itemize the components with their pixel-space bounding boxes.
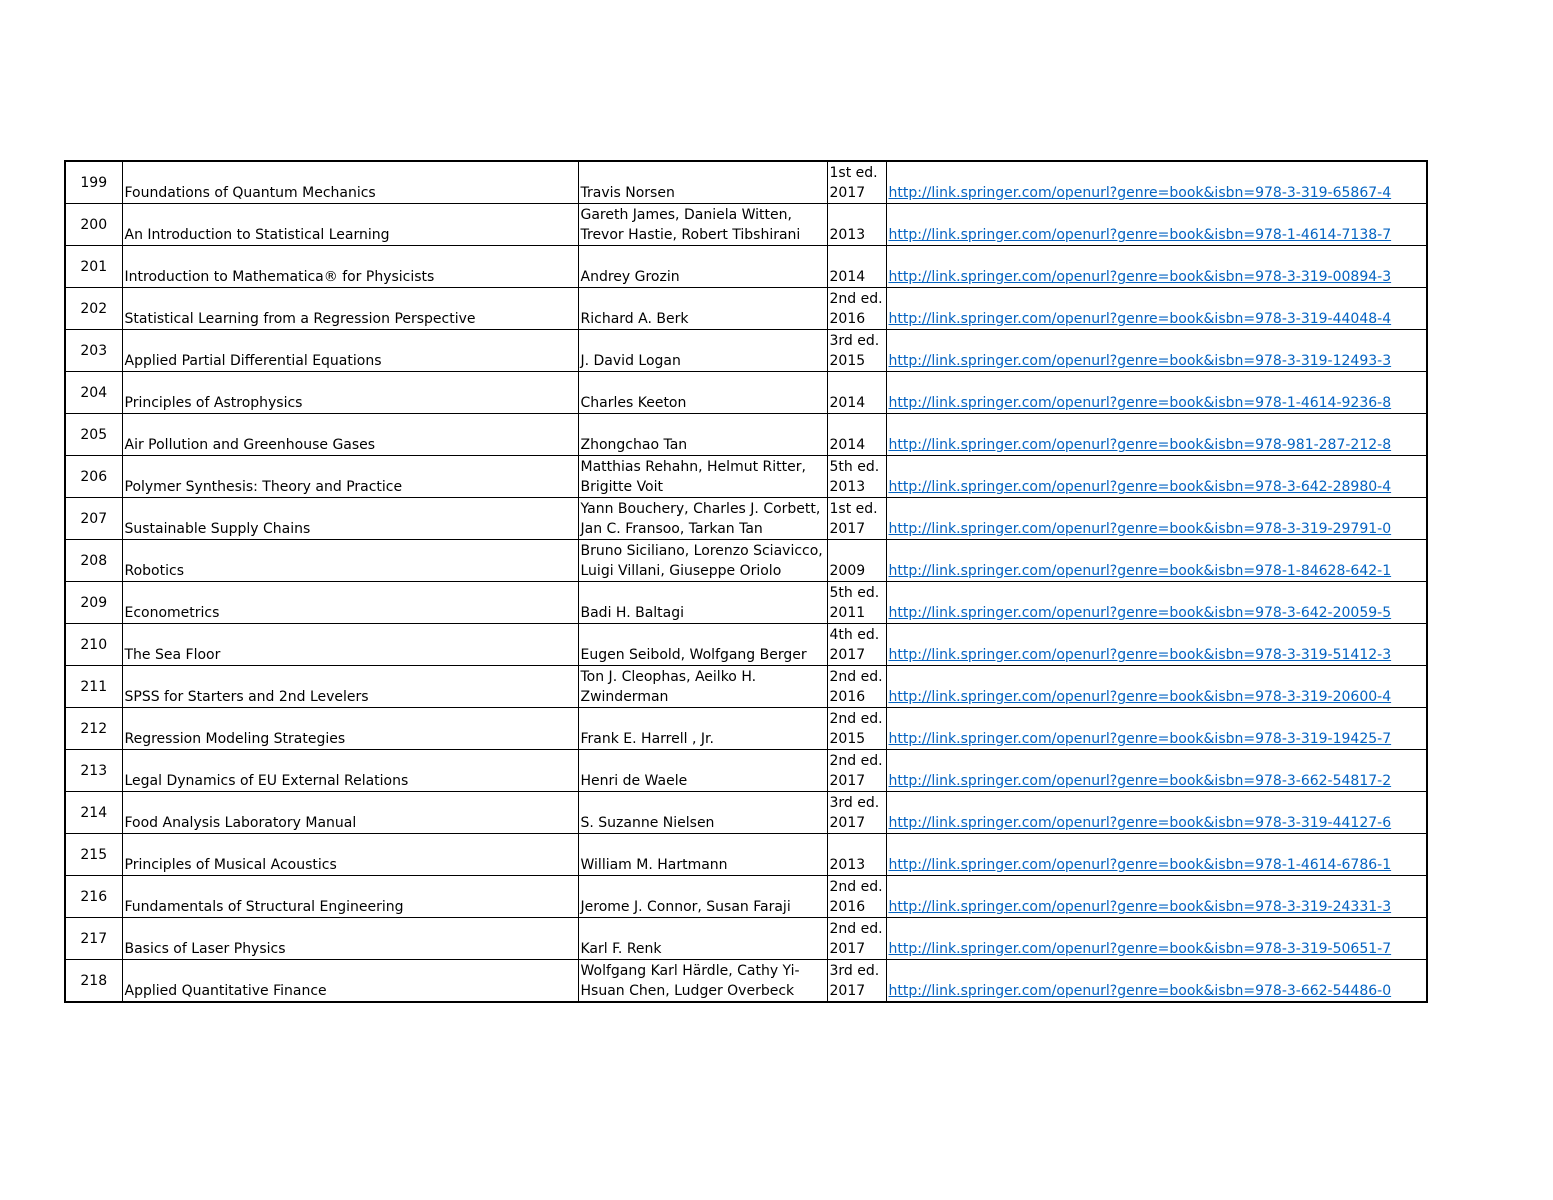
book-link-cell xyxy=(886,666,1427,708)
book-title: Statistical Learning from a Regression Perspective xyxy=(122,288,578,330)
book-link[interactable]: http://link.springer.com/openurl?genre=book&isbn=978-3-642-20059-5 xyxy=(888,605,1392,621)
book-link-cell xyxy=(886,750,1427,792)
book-link-cell xyxy=(886,161,1427,204)
book-title: Econometrics xyxy=(122,582,578,624)
book-edition: 2nd ed. 2017 xyxy=(827,750,886,792)
row-number: 211 xyxy=(65,666,122,708)
row-number: 214 xyxy=(65,792,122,834)
book-author: Travis Norsen xyxy=(578,161,827,204)
book-title: Basics of Laser Physics xyxy=(122,918,578,960)
book-table xyxy=(64,160,1428,1003)
book-link-cell xyxy=(886,498,1427,540)
book-edition: 2014 xyxy=(827,414,886,456)
book-author: Karl F. Renk xyxy=(578,918,827,960)
book-title: Fundamentals of Structural Engineering xyxy=(122,876,578,918)
book-link-cell xyxy=(886,960,1427,1003)
book-title: Principles of Astrophysics xyxy=(122,372,578,414)
row-number: 215 xyxy=(65,834,122,876)
book-title: Foundations of Quantum Mechanics xyxy=(122,161,578,204)
table-row xyxy=(65,750,1427,792)
book-edition: 2nd ed. 2016 xyxy=(827,288,886,330)
book-link-cell xyxy=(886,456,1427,498)
row-number: 200 xyxy=(65,204,122,246)
row-number: 216 xyxy=(65,876,122,918)
book-author: Bruno Siciliano, Lorenzo Sciavicco, Luigi Villani, Giuseppe Oriolo xyxy=(578,540,827,582)
book-edition: 2nd ed. 2016 xyxy=(827,666,886,708)
book-edition: 5th ed. 2011 xyxy=(827,582,886,624)
book-title: The Sea Floor xyxy=(122,624,578,666)
book-edition: 3rd ed. 2015 xyxy=(827,330,886,372)
book-author: Charles Keeton xyxy=(578,372,827,414)
table-row xyxy=(65,666,1427,708)
book-title: Polymer Synthesis: Theory and Practice xyxy=(122,456,578,498)
book-link-cell xyxy=(886,330,1427,372)
book-table-body xyxy=(65,161,1427,1002)
row-number: 202 xyxy=(65,288,122,330)
book-link-cell xyxy=(886,288,1427,330)
table-row xyxy=(65,372,1427,414)
table-row xyxy=(65,792,1427,834)
book-title: Principles of Musical Acoustics xyxy=(122,834,578,876)
book-link-cell xyxy=(886,540,1427,582)
book-author: William M. Hartmann xyxy=(578,834,827,876)
book-link-cell xyxy=(886,414,1427,456)
book-edition: 5th ed. 2013 xyxy=(827,456,886,498)
book-link[interactable]: http://link.springer.com/openurl?genre=book&isbn=978-3-319-19425-7 xyxy=(888,731,1392,747)
book-author: Badi H. Baltagi xyxy=(578,582,827,624)
book-author: S. Suzanne Nielsen xyxy=(578,792,827,834)
row-number: 205 xyxy=(65,414,122,456)
book-title: Applied Quantitative Finance xyxy=(122,960,578,1003)
table-row xyxy=(65,582,1427,624)
book-link-cell xyxy=(886,918,1427,960)
book-title: Regression Modeling Strategies xyxy=(122,708,578,750)
book-link[interactable]: http://link.springer.com/openurl?genre=book&isbn=978-3-319-44127-6 xyxy=(888,815,1392,831)
book-title: Introduction to Mathematica® for Physicists xyxy=(122,246,578,288)
table-row xyxy=(65,624,1427,666)
row-number: 210 xyxy=(65,624,122,666)
book-author: Matthias Rehahn, Helmut Ritter, Brigitte Voit xyxy=(578,456,827,498)
book-link-cell xyxy=(886,204,1427,246)
book-author: Eugen Seibold, Wolfgang Berger xyxy=(578,624,827,666)
book-edition: 1st ed. 2017 xyxy=(827,161,886,204)
book-link[interactable]: http://link.springer.com/openurl?genre=book&isbn=978-981-287-212-8 xyxy=(888,437,1392,453)
row-number: 217 xyxy=(65,918,122,960)
row-number: 203 xyxy=(65,330,122,372)
book-link[interactable]: http://link.springer.com/openurl?genre=book&isbn=978-3-319-51412-3 xyxy=(888,647,1392,663)
book-title: An Introduction to Statistical Learning xyxy=(122,204,578,246)
book-author: Frank E. Harrell , Jr. xyxy=(578,708,827,750)
book-link[interactable]: http://link.springer.com/openurl?genre=book&isbn=978-3-319-00894-3 xyxy=(888,269,1392,285)
table-row xyxy=(65,246,1427,288)
book-link-cell xyxy=(886,372,1427,414)
book-link[interactable]: http://link.springer.com/openurl?genre=book&isbn=978-3-662-54817-2 xyxy=(888,773,1392,789)
book-edition: 2014 xyxy=(827,246,886,288)
book-link-cell xyxy=(886,246,1427,288)
table-row xyxy=(65,960,1427,1003)
table-row xyxy=(65,204,1427,246)
row-number: 199 xyxy=(65,161,122,204)
book-author: Wolfgang Karl Härdle, Cathy Yi-Hsuan Chen, Ludger Overbeck xyxy=(578,960,827,1003)
row-number: 201 xyxy=(65,246,122,288)
book-link[interactable]: http://link.springer.com/openurl?genre=book&isbn=978-3-662-54486-0 xyxy=(888,983,1392,999)
book-author: Andrey Grozin xyxy=(578,246,827,288)
book-link[interactable]: http://link.springer.com/openurl?genre=book&isbn=978-3-319-44048-4 xyxy=(888,311,1392,327)
book-link[interactable]: http://link.springer.com/openurl?genre=book&isbn=978-1-84628-642-1 xyxy=(888,563,1392,579)
table-row xyxy=(65,540,1427,582)
book-link[interactable]: http://link.springer.com/openurl?genre=book&isbn=978-1-4614-7138-7 xyxy=(888,227,1392,243)
table-row xyxy=(65,414,1427,456)
book-author: Jerome J. Connor, Susan Faraji xyxy=(578,876,827,918)
book-link[interactable]: http://link.springer.com/openurl?genre=book&isbn=978-3-319-29791-0 xyxy=(888,521,1392,537)
row-number: 218 xyxy=(65,960,122,1003)
book-link[interactable]: http://link.springer.com/openurl?genre=book&isbn=978-3-319-20600-4 xyxy=(888,689,1392,705)
book-link-cell xyxy=(886,624,1427,666)
book-link-cell xyxy=(886,792,1427,834)
book-link-cell xyxy=(886,582,1427,624)
book-title: Food Analysis Laboratory Manual xyxy=(122,792,578,834)
book-link[interactable]: http://link.springer.com/openurl?genre=book&isbn=978-3-319-12493-3 xyxy=(888,353,1392,369)
row-number: 208 xyxy=(65,540,122,582)
book-edition: 2009 xyxy=(827,540,886,582)
book-edition: 2013 xyxy=(827,834,886,876)
table-row xyxy=(65,498,1427,540)
book-link-cell xyxy=(886,876,1427,918)
book-edition: 2nd ed. 2016 xyxy=(827,876,886,918)
book-author: Yann Bouchery, Charles J. Corbett, Jan C. Fransoo, Tarkan Tan xyxy=(578,498,827,540)
table-row xyxy=(65,876,1427,918)
book-edition: 3rd ed. 2017 xyxy=(827,960,886,1003)
table-row xyxy=(65,330,1427,372)
book-edition: 2013 xyxy=(827,204,886,246)
book-link[interactable]: http://link.springer.com/openurl?genre=book&isbn=978-3-319-24331-3 xyxy=(888,899,1392,915)
book-link[interactable]: http://link.springer.com/openurl?genre=book&isbn=978-3-642-28980-4 xyxy=(888,479,1392,495)
book-author: J. David Logan xyxy=(578,330,827,372)
row-number: 207 xyxy=(65,498,122,540)
row-number: 204 xyxy=(65,372,122,414)
table-row xyxy=(65,288,1427,330)
book-title: Air Pollution and Greenhouse Gases xyxy=(122,414,578,456)
book-author: Richard A. Berk xyxy=(578,288,827,330)
book-link[interactable]: http://link.springer.com/openurl?genre=book&isbn=978-3-319-50651-7 xyxy=(888,941,1392,957)
row-number: 213 xyxy=(65,750,122,792)
book-link[interactable]: http://link.springer.com/openurl?genre=book&isbn=978-1-4614-6786-1 xyxy=(888,857,1392,873)
row-number: 206 xyxy=(65,456,122,498)
book-title: SPSS for Starters and 2nd Levelers xyxy=(122,666,578,708)
book-edition: 4th ed. 2017 xyxy=(827,624,886,666)
book-edition: 2nd ed. 2015 xyxy=(827,708,886,750)
book-edition: 2014 xyxy=(827,372,886,414)
book-link-cell xyxy=(886,708,1427,750)
book-edition: 2nd ed. 2017 xyxy=(827,918,886,960)
table-row xyxy=(65,456,1427,498)
table-row xyxy=(65,834,1427,876)
book-link[interactable]: http://link.springer.com/openurl?genre=book&isbn=978-3-319-65867-4 xyxy=(888,185,1392,201)
table-row xyxy=(65,918,1427,960)
book-title: Legal Dynamics of EU External Relations xyxy=(122,750,578,792)
book-author: Zhongchao Tan xyxy=(578,414,827,456)
book-author: Henri de Waele xyxy=(578,750,827,792)
book-title: Applied Partial Differential Equations xyxy=(122,330,578,372)
book-title: Sustainable Supply Chains xyxy=(122,498,578,540)
row-number: 209 xyxy=(65,582,122,624)
table-row xyxy=(65,708,1427,750)
book-edition: 1st ed. 2017 xyxy=(827,498,886,540)
book-author: Gareth James, Daniela Witten, Trevor Hastie, Robert Tibshirani xyxy=(578,204,827,246)
book-author: Ton J. Cleophas, Aeilko H. Zwinderman xyxy=(578,666,827,708)
book-edition: 3rd ed. 2017 xyxy=(827,792,886,834)
table-row xyxy=(65,161,1427,204)
row-number: 212 xyxy=(65,708,122,750)
book-title: Robotics xyxy=(122,540,578,582)
book-link[interactable]: http://link.springer.com/openurl?genre=book&isbn=978-1-4614-9236-8 xyxy=(888,395,1392,411)
book-link-cell xyxy=(886,834,1427,876)
